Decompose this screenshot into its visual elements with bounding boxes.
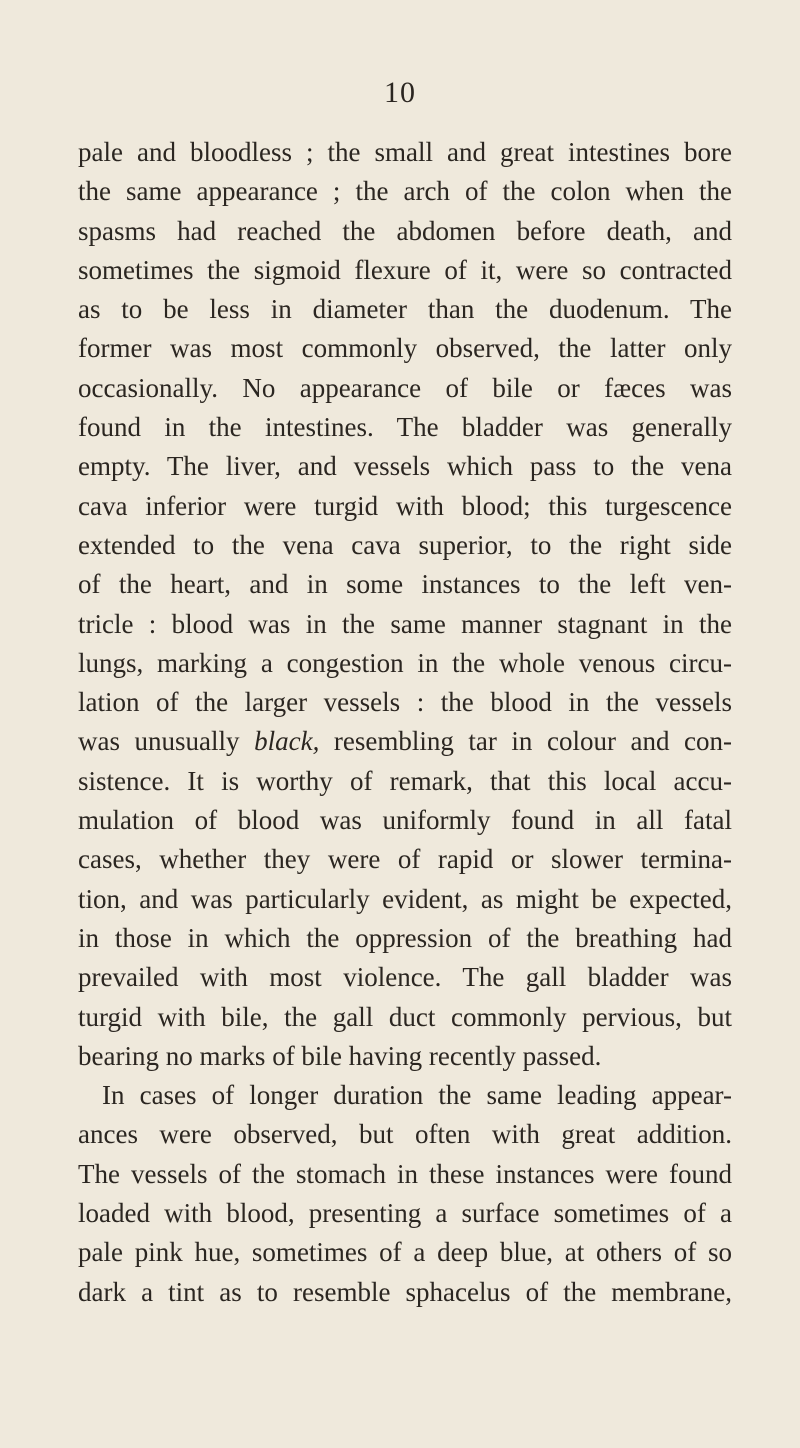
text-line: empty. The liver, and vessels which pass to the vena	[78, 451, 732, 482]
text-line: sistence. It is worthy of remark, that this local accu-	[78, 765, 732, 796]
text-line: lungs, marking a congestion in the whole venous circu-	[78, 647, 732, 678]
text-line: In cases of longer duration the same leading appear-	[102, 1080, 732, 1111]
text-line: tion, and was particularly evident, as might be expected,	[78, 883, 732, 914]
text-line: spasms had reached the abdomen before death, and	[78, 215, 732, 246]
text-line: tricle : blood was in the same manner stagnant in the	[78, 608, 732, 639]
text-line: of the heart, and in some instances to the left ven-	[78, 569, 732, 600]
text-line: as to be less in diameter than the duodenum. The	[78, 294, 732, 325]
text-line: The vessels of the stomach in these instances were found	[78, 1158, 732, 1189]
text-segment: was unusually	[78, 726, 255, 757]
text-line: occasionally. No appearance of bile or fæces was	[78, 372, 732, 403]
text-line: mulation of blood was uniformly found in all fatal	[78, 805, 732, 836]
text-line-with-italic	[78, 722, 732, 761]
text-line: turgid with bile, the gall duct commonly pervious, but	[78, 1001, 732, 1032]
text-line: lation of the larger vessels : the blood in the vessels	[78, 687, 732, 718]
text-line: cases, whether they were of rapid or slower termina-	[78, 844, 732, 875]
text-line: bearing no marks of bile having recently passed.	[78, 1040, 602, 1071]
text-line: former was most commonly observed, the latter only	[78, 333, 732, 364]
page-number: 10	[384, 76, 416, 109]
text-segment: resembling tar in colour and con-	[319, 726, 733, 757]
italic-word: black,	[254, 726, 320, 757]
text-line: sometimes the sigmoid flexure of it, were so contracted	[78, 254, 732, 285]
text-line: extended to the vena cava superior, to the right side	[78, 529, 732, 560]
body-text	[78, 133, 732, 1312]
text-line: the same appearance ; the arch of the colon when the	[78, 176, 732, 207]
text-line: in those in which the oppression of the breathing had	[78, 922, 732, 953]
text-line: dark a tint as to resemble sphacelus of the membrane,	[78, 1276, 732, 1307]
text-line: loaded with blood, presenting a surface sometimes of a	[78, 1198, 732, 1229]
text-line: cava inferior were turgid with blood; this turgescence	[78, 490, 732, 521]
text-line: pale and bloodless ; the small and great intestines bore	[78, 137, 732, 167]
text-line: prevailed with most violence. The gall bladder was	[78, 962, 732, 993]
text-line: ances were observed, but often with great addition.	[78, 1119, 732, 1150]
text-line: pale pink hue, sometimes of a deep blue, at others of so	[78, 1237, 732, 1268]
text-line: found in the intestines. The bladder was generally	[78, 412, 732, 443]
